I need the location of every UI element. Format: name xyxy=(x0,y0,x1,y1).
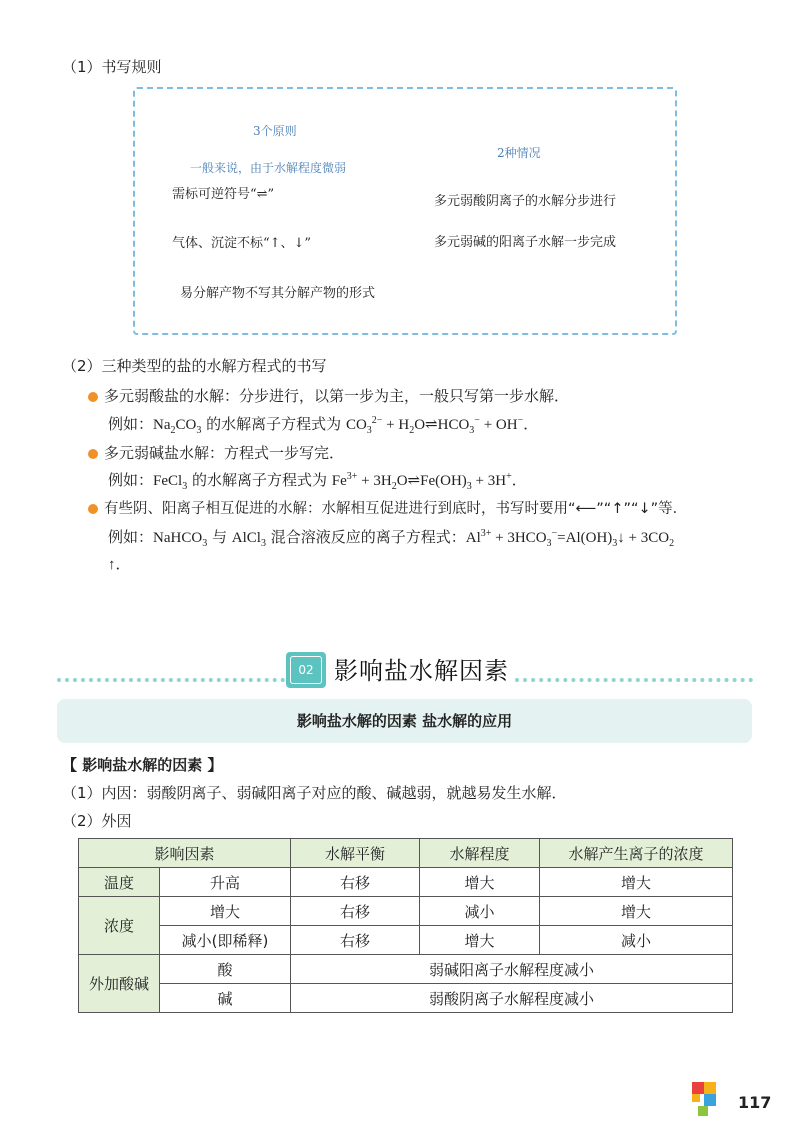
table-cell: 增大 xyxy=(160,897,291,926)
example-3: 例如：NaHCO$_3$ 与 AlCl$_3$ 混合溶液反应的离子方程式：$Al^{3+}$ + $3HCO_3^-=Al(OH)_3↓ + 3CO_2$ xyxy=(108,528,675,549)
example-2: 例如：FeCl$_3$ 的水解离子方程式为 $Fe^{3+}$ + $3H_2O\rightleftharpoons Fe(OH)_3 + 3H^+$． xyxy=(108,471,527,492)
divider-right xyxy=(515,678,753,682)
factors-heading: 【 影响盐水解的因素 】 xyxy=(62,756,223,774)
bullet-1: 多元弱酸盐的水解：分步进行，以第一步为主，一般只写第一步水解． xyxy=(88,386,569,406)
example-1: 例如：$Na_2CO_3$ 的水解离子方程式为 $CO_3^{2-}$ + $H_2O\rightleftharpoons HCO_3^- + OH^-$． xyxy=(108,415,539,436)
bullet-2: 多元弱碱盐水解：方程式一步写完． xyxy=(88,443,344,463)
table-row xyxy=(79,984,733,1013)
topic-band: 影响盐水解的因素 盐水解的应用 xyxy=(57,699,752,743)
row-label: 浓度 xyxy=(79,897,160,955)
right-title: 2种情况 xyxy=(497,146,541,160)
table-cell: 右移 xyxy=(291,897,420,926)
section-title: 影响盐水解因素 xyxy=(334,657,509,685)
table-row xyxy=(79,868,733,897)
table-cell: 右移 xyxy=(291,868,420,897)
left-title: 3个原则 xyxy=(253,124,297,138)
table-cell: 减小 xyxy=(540,926,733,955)
rules-heading: （1）书写规则 xyxy=(62,58,162,76)
table-cell: 弱碱阳离子水解程度减小 xyxy=(291,955,733,984)
table-cell: 升高 xyxy=(160,868,291,897)
divider-left xyxy=(57,678,285,682)
page-number: 117 xyxy=(738,1093,772,1112)
factors-table xyxy=(78,838,733,1013)
table-row xyxy=(79,955,733,984)
table-cell: 增大 xyxy=(420,926,540,955)
bullet-dot xyxy=(88,504,98,514)
header-cell: 水解产生离子的浓度 xyxy=(540,839,733,868)
left-note: 一般来说，由于水解程度微弱 xyxy=(190,161,347,175)
principle-2: 气体、沉淀不标“↑、↓” xyxy=(172,236,312,251)
header-cell: 水解程度 xyxy=(420,839,540,868)
publisher-logo xyxy=(690,1080,730,1122)
bullet-3: 有些阴、阳离子相互促进的水解：水解相互促进进行到底时，书写时要用“⟵”“↑”“↓”等． xyxy=(88,499,687,519)
external-factors: （2）外因 xyxy=(62,812,132,830)
table-cell: 增大 xyxy=(540,868,733,897)
types-heading: （2）三种类型的盐的水解方程式的书写 xyxy=(62,357,327,375)
header-cell: 水解平衡 xyxy=(291,839,420,868)
section-number: 02 xyxy=(290,656,322,684)
table-cell: 弱酸阴离子水解程度减小 xyxy=(291,984,733,1013)
example-3-end: ↑． xyxy=(108,557,131,573)
bullet-dot xyxy=(88,392,98,402)
table-row xyxy=(79,897,733,926)
table-header-row xyxy=(79,839,733,868)
case-2: 多元弱碱的阳离子水解一步完成 xyxy=(434,235,617,250)
section-badge xyxy=(286,652,326,688)
internal-factors: （1）内因：弱酸阴离子、弱碱阳离子对应的酸、碱越弱，就越易发生水解． xyxy=(62,784,567,802)
table-cell: 右移 xyxy=(291,926,420,955)
table-cell: 减小(即稀释) xyxy=(160,926,291,955)
row-label: 外加酸碱 xyxy=(79,955,160,1013)
row-label: 温度 xyxy=(79,868,160,897)
case-1: 多元弱酸阴离子的水解分步进行 xyxy=(434,194,617,209)
table-cell: 碱 xyxy=(160,984,291,1013)
table-cell: 增大 xyxy=(420,868,540,897)
principle-1: 需标可逆符号“⇌” xyxy=(172,187,275,202)
bullet-dot xyxy=(88,449,98,459)
table-cell: 酸 xyxy=(160,955,291,984)
table-cell: 增大 xyxy=(540,897,733,926)
header-cell: 影响因素 xyxy=(79,839,291,868)
table-row xyxy=(79,926,733,955)
table-cell: 减小 xyxy=(420,897,540,926)
principle-3: 易分解产物不写其分解产物的形式 xyxy=(180,286,376,301)
